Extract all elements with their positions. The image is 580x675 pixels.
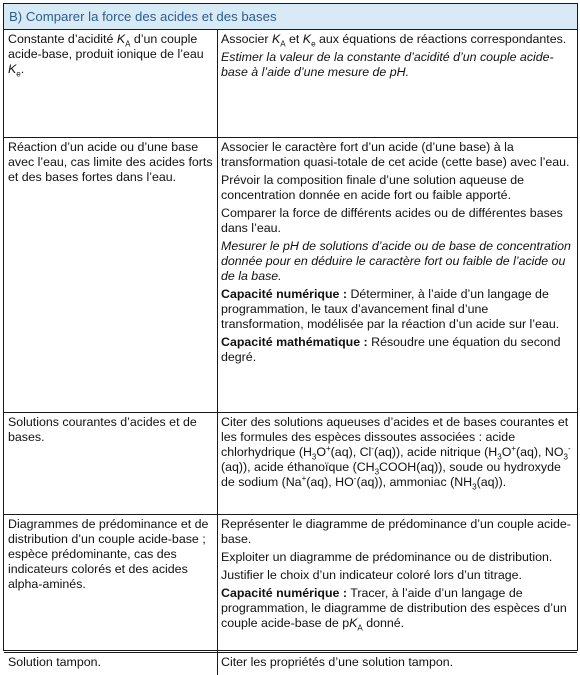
capacity-item <box>221 335 574 365</box>
capacity-label: Capacité numérique : <box>221 287 347 301</box>
capacity-cell <box>218 30 577 137</box>
capacity-label: Capacité numérique : <box>221 586 347 600</box>
notion-cell: Solutions courantes d’acides et de bases. <box>4 413 218 514</box>
notion-cell: Constante d’acidité $K_A$ d’un couple acide-base, produit ionique de l’eau $K_e$. <box>4 30 218 137</box>
capacity-item: Exploiter un diagramme de prédominance ou de distribution. <box>221 550 553 564</box>
table-row <box>4 515 577 653</box>
table-row <box>4 138 577 413</box>
capacity-cell <box>218 138 577 412</box>
program-table <box>3 3 578 669</box>
capacity-label: Capacité mathématique : <box>221 335 368 349</box>
capacity-item <box>221 287 574 332</box>
capacity-item <box>221 586 574 631</box>
capacity-item: Comparer la force de différents acides ou de différentes bases dans l’eau. <box>221 206 563 235</box>
capacity-cell <box>218 515 577 652</box>
table-row <box>4 653 577 675</box>
section-title: B) Comparer la force des acides et des bases <box>4 4 577 30</box>
table-row <box>4 30 577 138</box>
capacity-item: Citer les propriétés d’une solution tampon. <box>221 655 454 669</box>
capacity-text: Tracer, à l’aide d’un langage de programmation, le diagramme de distribution des espèces d’un couple acide-base de $pK_A$ donné. <box>221 586 567 633</box>
capacity-text: Déterminer, à l’aide d’un langage de programmation, le taux d’avancement final d’une transformation, modélisée par la réaction d’un acide sur l’eau. <box>221 287 560 331</box>
capacity-item: Prévoir la composition finale d’une solution aqueuse de concentration donnée en acide fort ou faible apporté. <box>221 173 525 202</box>
capacity-item: Citer des solutions aqueuses d’acides et de bases courantes et les formules des espèces dissoutes associées : acide chlorhydrique ($H_3O^+(aq)$, Cl-(aq)), acide nitrique ($H_3O^+(aq)$, $NO_3^-(aq)$), acide éthanoïque $(CH_3COOH(aq))$, soude ou hydroxyde de sodium (Na+(aq), HO-(aq)), ammoniac $(NH_3(aq))$. <box>221 415 571 492</box>
capacity-cell <box>218 653 577 675</box>
capacity-item: Mesurer le pH de solutions d’acide ou de base de concentration donnée pour en déduire le caractère fort ou faible de l’acide ou de la base. <box>221 239 571 283</box>
capacity-item: Représenter le diagramme de prédominance d’un couple acide-base. <box>221 517 571 546</box>
capacity-cell <box>218 413 577 514</box>
notion-cell: Solution tampon. <box>4 653 218 675</box>
capacity-item: Associer le caractère fort d’un acide (d’une base) à la transformation quasi-totale de cet acide (cette base) avec l’eau. <box>221 140 570 169</box>
notion-cell: Diagrammes de prédominance et de distribution d’un couple acide-base ; espèce prédominante, cas des indicateurs colorés et des acides alpha-aminés. <box>4 515 218 652</box>
notion-cell: Réaction d’un acide ou d’une base avec l’eau, cas limite des acides forts et des bases fortes dans l’eau. <box>4 138 218 412</box>
capacity-item: Justifier le choix d’un indicateur coloré lors d’un titrage. <box>221 568 522 582</box>
capacity-text: Résoudre une équation du second degré. <box>221 335 561 364</box>
capacity-item: Associer $K_A$ et $K_e$ aux équations de réactions correspondantes. <box>221 32 567 49</box>
capacity-item: Estimer la valeur de la constante d’acidité d’un couple acide-base à l’aide d’une mesure de pH. <box>221 50 554 79</box>
table-row <box>4 413 577 515</box>
